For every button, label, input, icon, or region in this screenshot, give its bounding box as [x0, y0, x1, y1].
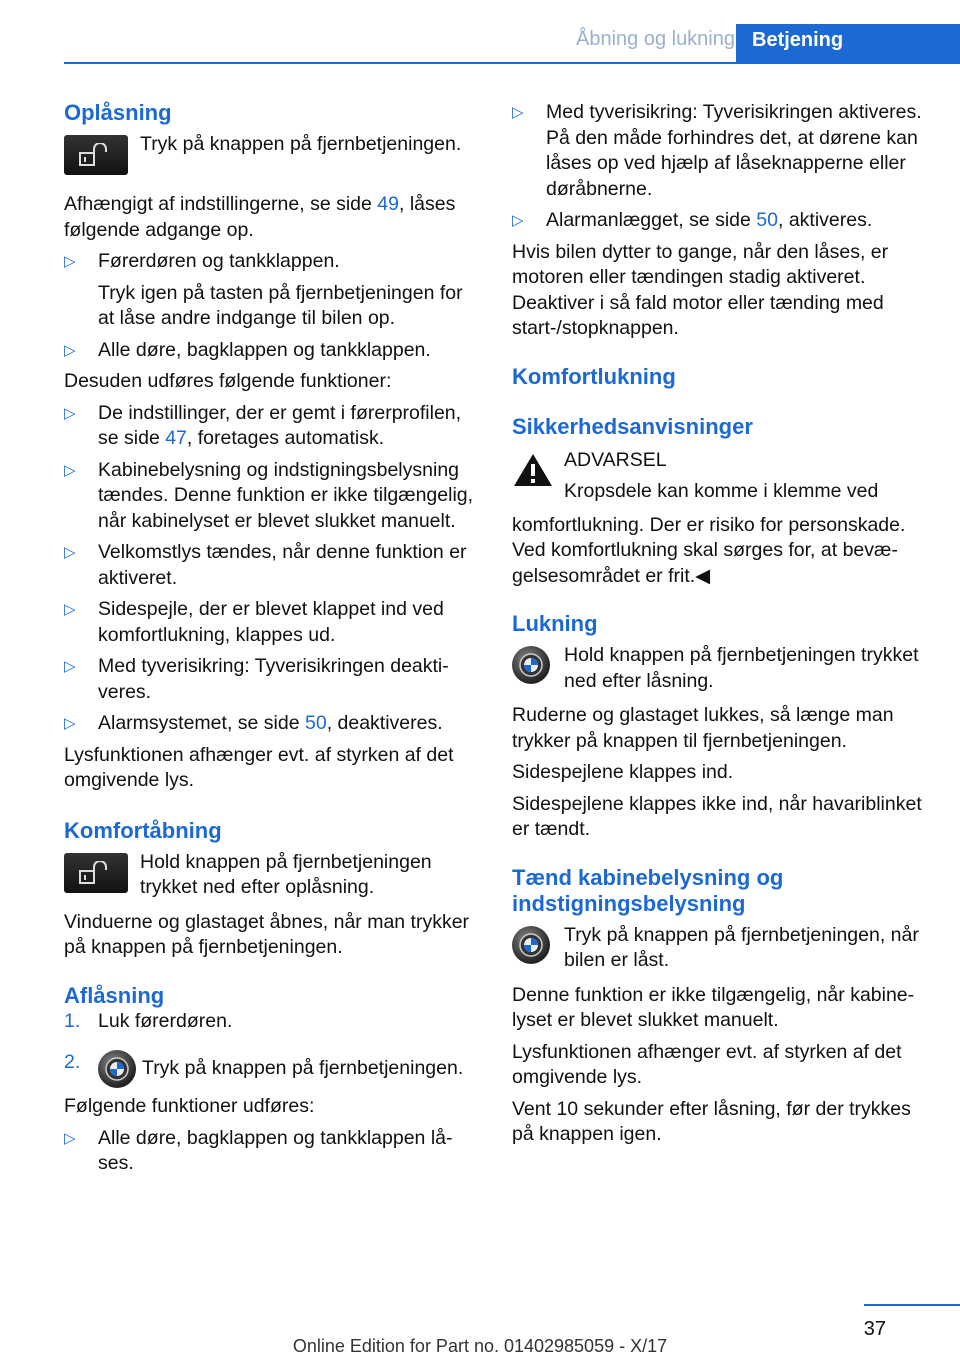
text: Alarmsystemet, se side — [98, 712, 305, 734]
paragraph: Lysfunktionen afhænger evt. af styrken af det omgivende lys. — [64, 743, 454, 791]
bullet-list — [512, 100, 930, 234]
page-link[interactable]: 49 — [377, 193, 399, 215]
unlock-icon — [64, 853, 128, 893]
bullet-list — [64, 1126, 478, 1177]
list-item — [64, 1009, 478, 1035]
list-item — [64, 249, 478, 332]
list-item: ▷ Alle døre, bagklappen og tankklappen låses. — [64, 1126, 478, 1177]
list-subtext: Tryk igen på tasten på fjernbetjeningen for at låse andre indgange til bilen op. — [98, 281, 463, 329]
step-number: 1. — [64, 1009, 81, 1032]
oplaasning-instruction — [64, 132, 478, 184]
paragraph: Desuden udføres følgende funktioner: — [64, 370, 392, 392]
paragraph: Denne funktion er ikke tilgængelig, når kabinelyset er blevet slukket manuelt. — [512, 983, 915, 1031]
komfort-text: Hold knappen på fjernbetjeningen trykket ned efter oplåsning. — [140, 850, 432, 898]
page-number: 37 — [863, 1318, 886, 1340]
heading-komfortaabning: Komfortåbning — [64, 817, 222, 843]
text: , deaktiveres. — [326, 712, 443, 734]
paragraph: Lysfunktionen afhænger evt. af styrken af det omgivende lys. — [512, 1040, 902, 1088]
warning-title: ADVARSEL — [564, 448, 667, 471]
left-column — [64, 100, 478, 1183]
text: , låses følgende adgange op. — [64, 193, 456, 241]
numbered-list — [64, 1009, 478, 1089]
text: , foretages automatisk. — [186, 427, 385, 449]
paragraph: Vinduerne og glastaget åbnes, når man trykker på knappen på fjernbetjeningen. — [64, 910, 470, 958]
list-text: Førerdøren og tankklappen. — [98, 250, 340, 272]
text: Alarmanlægget, se side — [546, 209, 757, 231]
bmw-key-icon — [98, 1050, 136, 1088]
taend-instruction — [512, 923, 930, 975]
page-link[interactable]: 50 — [756, 209, 778, 231]
heading-lukning: Lukning — [512, 611, 598, 636]
list-item — [64, 1050, 478, 1088]
list-item — [512, 208, 930, 234]
bmw-key-icon — [512, 646, 550, 684]
text: Afhængigt af indstillingerne, se side — [64, 193, 378, 215]
paragraph — [64, 192, 478, 243]
list-item: ▷ Sidespejle, der er blevet klappet ind ved komfortlukning, klappes ud. — [64, 597, 478, 648]
text: De indstillinger, der er gemt i førerprofilen, se side — [98, 401, 462, 449]
warning-text: komfortlukning. Der er risiko for personskade. Ved komfortlukning skal sørges for, at bevægelsesområdet er frit.◀ — [512, 513, 906, 587]
bullet-list — [64, 401, 478, 737]
heading-komfortlukning: Komfortlukning — [512, 363, 676, 389]
paragraph: Ruderne og glastaget lukkes, så længe man trykker på knappen til fjernbetjeningen. — [512, 704, 894, 752]
heading-taend: Tænd kabinebelysning og indstigningsbelysning — [512, 864, 784, 916]
heading-oplaasning: Oplåsning — [64, 100, 172, 125]
warning-icon — [512, 452, 554, 488]
list-item: ▷ Med tyverisikring: Tyverisikringen deaktiveres. — [64, 654, 478, 705]
page-header — [64, 24, 960, 64]
bmw-key-icon — [512, 926, 550, 964]
edition-footer: Online Edition for Part no. 01402985059 - X/17 — [292, 1336, 668, 1356]
paragraph: Følgende funktioner udføres: — [64, 1095, 315, 1117]
section-tab[interactable]: Åbning og lukning — [575, 28, 735, 50]
footer-divider — [864, 1304, 960, 1306]
paragraph: Hvis bilen dytter to gange, når den låses, er motoren eller tændingen stadig aktiveret. Deaktiver i så fald motor eller tænding med start-/stopknappen. — [512, 240, 889, 339]
list-item — [64, 401, 478, 452]
list-item: ▷ Velkomstlys tændes, når denne funktion er aktiveret. — [64, 540, 478, 591]
heading-aflaasning: Aflåsning — [64, 982, 165, 1008]
step-number: 2. — [64, 1051, 81, 1073]
step-text: Luk førerdøren. — [98, 1009, 233, 1032]
step-text: Tryk på knappen på fjernbetjeningen. — [142, 1057, 464, 1080]
list-item: ▷ Kabinebelysning og indstigningsbelysning tændes. Denne funktion er ikke tilgængelig, når kabinelyset er blevet slukket manuelt. — [64, 458, 478, 535]
taend-text: Tryk på knappen på fjernbetjeningen, når bilen er låst. — [564, 923, 919, 971]
heading-sikkerhed: Sikkerhedsanvisninger — [512, 413, 753, 439]
right-column — [512, 100, 930, 1154]
paragraph: Sidespejlene klappes ikke ind, når havariblinket er tændt. — [512, 792, 922, 840]
page-link[interactable]: 50 — [304, 712, 327, 734]
lukning-text: Hold knappen på fjernbetjeningen trykket ned efter låsning. — [564, 644, 919, 692]
page-link[interactable]: 47 — [165, 427, 187, 449]
warning-block — [512, 448, 930, 505]
unlock-icon — [64, 135, 128, 175]
lukning-instruction — [512, 643, 930, 695]
text: , aktiveres. — [777, 209, 873, 231]
chapter-tab[interactable]: Betjening — [736, 24, 960, 62]
paragraph: Sidespejlene klappes ind. — [512, 761, 734, 783]
warning-line: Kropsdele kan komme i klemme ved — [564, 480, 879, 502]
bullet-list — [64, 249, 478, 363]
paragraph: Vent 10 sekunder efter låsning, før der trykkes på knappen igen. — [512, 1097, 911, 1145]
oplaasning-text: Tryk på knappen på fjernbetjeningen. — [140, 133, 462, 155]
komfort-instruction — [64, 850, 478, 902]
list-item: ▷ Alle døre, bagklappen og tankklappen. — [64, 338, 478, 364]
list-item: ▷ Med tyverisikring: Tyverisikringen aktiveres. På den måde forhindres det, at dørene kan låses op ved hjælp af låseknapperne eller døråbnerne. — [512, 100, 930, 202]
list-item — [64, 711, 478, 737]
